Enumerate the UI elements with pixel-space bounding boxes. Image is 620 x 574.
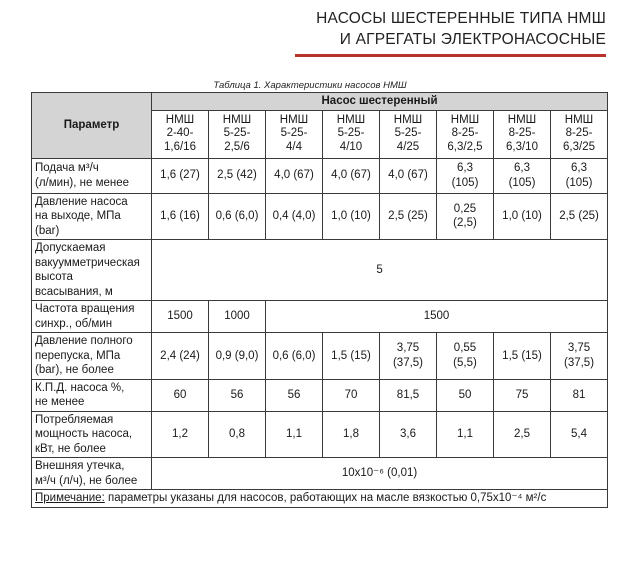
value-cell	[437, 411, 494, 458]
text-line: перепуска, МПа	[35, 349, 121, 362]
text-line: НМШ	[165, 113, 195, 126]
text-line: К.П.Д. насоса %,	[35, 381, 125, 394]
value-cell	[437, 333, 494, 380]
value-cell	[209, 333, 266, 380]
param-label-cell	[32, 411, 152, 458]
text-line: (bar), не более	[35, 364, 114, 376]
value-cell	[494, 333, 551, 380]
text-line: Внешняя утечка,	[35, 460, 125, 472]
text-line: 81	[572, 388, 586, 401]
model-header-cell	[380, 110, 437, 158]
value-cell: 1500	[152, 301, 209, 333]
text-line: НМШ	[450, 113, 480, 126]
text-line: всасывания, м	[35, 285, 113, 298]
text-line: 56	[230, 388, 244, 401]
text-line: (37,5)	[392, 356, 424, 369]
text-line: 3,6	[400, 428, 416, 440]
table-row	[32, 379, 608, 411]
table-row	[32, 240, 608, 301]
param-label-cell	[32, 193, 152, 240]
value-cell	[380, 193, 437, 240]
text-line: (105)	[565, 176, 593, 189]
param-label-cell	[32, 301, 152, 333]
table-row	[32, 158, 608, 193]
text-line: 2,5 (42)	[217, 169, 257, 182]
text-line: 6,3/10	[506, 140, 538, 153]
table-row	[32, 458, 608, 490]
text-line: 5-25-	[337, 127, 365, 140]
text-line: 1,8	[343, 428, 359, 440]
value-cell	[209, 158, 266, 193]
text-line: НМШ	[564, 113, 594, 126]
text-line: 2,5 (25)	[388, 210, 428, 222]
text-line: 4,0 (67)	[388, 169, 428, 182]
text-line: 0,6 (6,0)	[215, 210, 259, 222]
page-header	[316, 8, 606, 50]
text-line: 1,5 (15)	[331, 349, 371, 362]
value-cell	[323, 379, 380, 411]
text-line: 4/25	[396, 140, 420, 153]
text-line: мощность насоса,	[35, 428, 133, 440]
text-line: 5-25-	[223, 127, 251, 140]
text-line: (105)	[508, 176, 536, 189]
text-line: 5-25-	[280, 127, 308, 140]
value-cell	[380, 333, 437, 380]
text-line: 50	[458, 388, 472, 401]
value-cell	[551, 379, 608, 411]
value-cell	[380, 411, 437, 458]
text-line: 6,3/2,5	[447, 140, 483, 153]
text-line: 0,4 (4,0)	[272, 210, 316, 222]
header-title-line-2: И АГРЕГАТЫ ЭЛЕКТРОНАСОСНЫЕ	[339, 31, 606, 48]
text-line: 81,5	[396, 388, 420, 401]
text-line: 8-25-	[451, 127, 479, 140]
text-line: 2-40-	[166, 127, 194, 140]
text-line: (bar)	[35, 224, 60, 237]
value-cell	[323, 333, 380, 380]
text-line: 1,6 (27)	[160, 169, 200, 182]
value-cell	[266, 379, 323, 411]
text-line: 6,3	[571, 162, 588, 174]
merged-value-cell: 10x10⁻⁶ (0,01)	[152, 458, 608, 490]
table-row	[32, 301, 608, 333]
value-cell	[437, 193, 494, 240]
value-cell	[551, 193, 608, 240]
value-cell	[494, 411, 551, 458]
value-cell	[323, 411, 380, 458]
note-text: параметры указаны для насосов, работающих на масле вязкостью 0,75x10⁻⁴ м²/с	[104, 492, 547, 505]
text-line: НМШ	[507, 113, 537, 126]
value-cell	[551, 333, 608, 380]
text-line: НМШ	[393, 113, 423, 126]
text-line: 4,0 (67)	[274, 169, 314, 182]
text-line: 8-25-	[565, 127, 593, 140]
text-line: 6,3	[457, 162, 473, 174]
model-header-cell	[266, 110, 323, 158]
model-header-cell	[152, 110, 209, 158]
text-line: (2,5)	[453, 217, 477, 230]
value-cell	[494, 193, 551, 240]
text-line: (37,5)	[563, 356, 595, 369]
value-cell	[380, 158, 437, 193]
text-line: 1,1	[457, 428, 473, 440]
text-line: 1,2	[172, 428, 188, 440]
value-cell	[209, 379, 266, 411]
value-cell	[551, 411, 608, 458]
merged-value-cell: 1500	[266, 301, 608, 333]
text-line: 1,0 (10)	[502, 210, 542, 222]
text-line: 56	[287, 388, 301, 401]
model-header-cell	[323, 110, 380, 158]
merged-value-cell: 5	[152, 240, 608, 301]
text-line: 0,8	[229, 428, 245, 440]
group-header: Насос шестеренный	[152, 93, 608, 111]
text-line: 8-25-	[508, 127, 536, 140]
text-line: 6,3/25	[563, 140, 595, 153]
text-line: НМШ	[336, 113, 366, 126]
text-line: 3,75	[567, 342, 591, 355]
text-line: НМШ	[279, 113, 309, 126]
param-column-header: Параметр	[32, 93, 152, 159]
text-line: кВт, не более	[35, 442, 106, 455]
text-line: 75	[515, 388, 529, 401]
value-cell	[152, 193, 209, 240]
value-cell	[266, 193, 323, 240]
param-label-cell	[32, 379, 152, 411]
text-line: не менее	[35, 396, 85, 408]
text-line: (5,5)	[453, 356, 477, 369]
value-cell: 1000	[209, 301, 266, 333]
text-line: 0,55	[453, 342, 477, 355]
text-line: 1,5 (15)	[502, 349, 542, 362]
value-cell	[209, 193, 266, 240]
value-cell	[152, 411, 209, 458]
model-header-cell	[494, 110, 551, 158]
value-cell	[266, 411, 323, 458]
value-cell	[380, 379, 437, 411]
table-row	[32, 193, 608, 240]
value-cell	[152, 158, 209, 193]
text-line: 1,1	[286, 428, 302, 440]
text-line: 3,75	[396, 342, 420, 355]
text-line: 60	[173, 388, 187, 401]
model-header-cell	[551, 110, 608, 158]
value-cell	[152, 333, 209, 380]
text-line: синхр., об/мин	[35, 317, 113, 330]
table-row	[32, 333, 608, 380]
value-cell	[494, 379, 551, 411]
table-row	[32, 411, 608, 458]
text-line: Потребляемая	[35, 413, 114, 426]
text-line: (105)	[451, 176, 479, 189]
text-line: 0,9 (9,0)	[215, 349, 259, 362]
table-caption: Таблица 1. Характеристики насосов НМШ	[213, 80, 407, 91]
value-cell	[551, 158, 608, 193]
value-cell	[266, 333, 323, 380]
value-cell	[266, 158, 323, 193]
text-line: 2,4 (24)	[160, 349, 200, 362]
text-line: 4/4	[286, 140, 302, 153]
text-line: высота	[35, 271, 73, 283]
header-title-line-1: НАСОСЫ ШЕСТЕРЕННЫЕ ТИПА НМШ	[316, 10, 606, 27]
value-cell	[494, 158, 551, 193]
model-header-cell	[437, 110, 494, 158]
text-line: 1,0 (10)	[331, 210, 371, 222]
text-line: 5,4	[571, 428, 588, 440]
text-line: 6,3	[514, 162, 530, 174]
text-line: 4/10	[339, 140, 363, 153]
param-label-cell	[32, 240, 152, 301]
value-cell	[323, 193, 380, 240]
text-line: 4,0 (67)	[331, 169, 371, 182]
text-line: 1,6 (16)	[160, 210, 200, 222]
value-cell	[152, 379, 209, 411]
param-label-cell	[32, 458, 152, 490]
param-label-cell	[32, 158, 152, 193]
specs-table	[31, 92, 608, 508]
table-note	[32, 490, 608, 508]
text-line: 5-25-	[394, 127, 422, 140]
text-line: Давление полного	[35, 335, 133, 347]
text-line: вакуумметрическая	[35, 256, 140, 269]
model-header-cell	[209, 110, 266, 158]
param-label-cell	[32, 333, 152, 380]
value-cell	[437, 158, 494, 193]
text-line: 0,6 (6,0)	[272, 349, 316, 362]
text-line: 2,5	[514, 428, 530, 440]
text-line: Частота вращения	[35, 303, 135, 315]
text-line: (л/мин), не менее	[35, 176, 130, 189]
header-accent-rule	[295, 54, 606, 57]
text-line: 70	[344, 388, 358, 401]
value-cell	[323, 158, 380, 193]
note-label: Примечание:	[35, 492, 105, 505]
value-cell	[209, 411, 266, 458]
text-line: Давление насоса	[35, 195, 128, 208]
text-line: 0,25	[453, 202, 477, 215]
text-line: 1,6/16	[164, 140, 196, 153]
text-line: Допускаемая	[35, 242, 106, 254]
text-line: 2,5/6	[224, 140, 250, 153]
text-line: на выходе, МПа	[35, 210, 121, 222]
text-line: 2,5 (25)	[559, 210, 599, 222]
value-cell	[437, 379, 494, 411]
text-line: м³/ч (л/ч), не более	[35, 474, 138, 487]
text-line: НМШ	[222, 113, 252, 126]
text-line: Подача м³/ч	[35, 162, 99, 174]
